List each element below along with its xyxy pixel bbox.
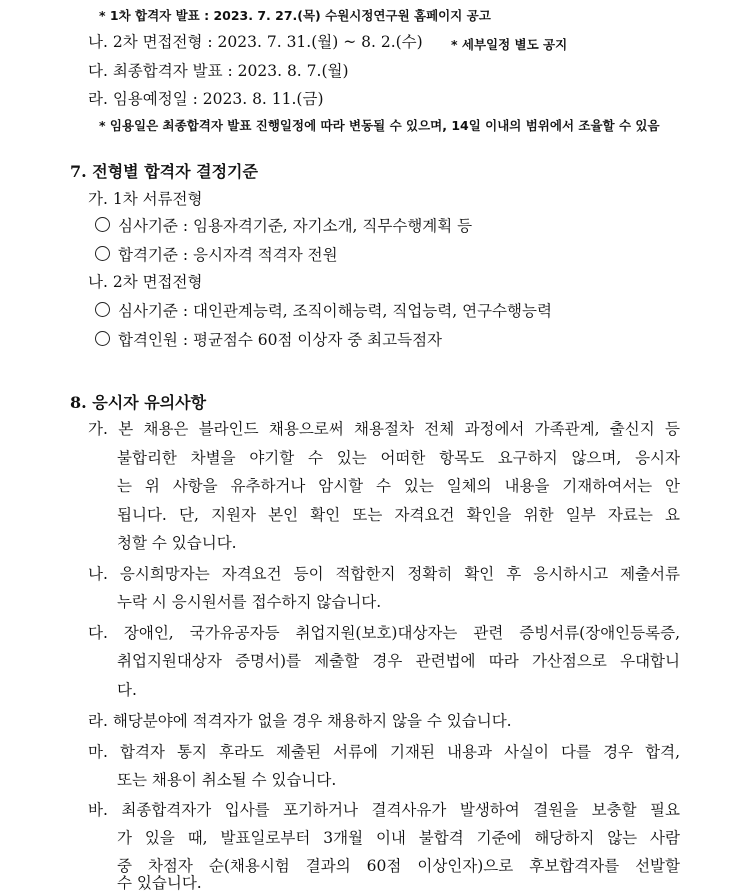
notice-ba-line: 중 차점자 순(채용시험 결과의 60점 이상인자)으로 후보합격자를 선발할 (117, 857, 680, 875)
notice-ga-line: 불합리한 차별을 야기할 수 있는 어떠한 항목도 요구하지 않으며, 응시자 (117, 449, 680, 467)
notice-ra-line: 라. 해당분야에 적격자가 없을 경우 채용하지 않을 수 있습니다. (88, 712, 512, 730)
circle-bullet-icon (95, 302, 110, 317)
circle-bullet-icon (95, 217, 110, 232)
notice-ga-line: 가. 본 채용은 블라인드 채용으로써 채용절차 전체 과정에서 가족관계, 출신지 등 (88, 420, 680, 438)
notice-da-line: 취업지원대상자 증명서)를 제출할 경우 관련법에 따라 가산점으로 우대합니 (117, 652, 680, 670)
circle-bullet-icon (95, 246, 110, 261)
notice-ga-line: 는 위 사항을 유추하거나 암시할 수 있는 일체의 내용을 기재하여서는 안 (117, 477, 680, 495)
notice-ba-line: 가 있을 때, 발표일로부터 3개월 이내 불합격 기준에 해당하지 않는 사람 (117, 829, 680, 847)
notice-da-line: 다. (117, 681, 137, 699)
circle-bullet-icon (95, 331, 110, 346)
interview-note: * 세부일정 별도 공지 (451, 37, 568, 52)
appointment-schedule: 라. 임용예정일 : 2023. 8. 11.(금) (88, 90, 324, 108)
first-result-note: * 1차 합격자 발표 : 2023. 7. 27.(목) 수원시정연구원 홈페이지 공고 (99, 8, 491, 23)
notice-ga-line: 됩니다. 단, 지원자 본인 확인 또는 자격요건 확인을 위한 일부 자료는 요 (117, 506, 680, 524)
notice-ma-line: 또는 채용이 취소될 수 있습니다. (117, 771, 337, 789)
section8-title: 8. 응시자 유의사항 (70, 393, 207, 412)
interview-screening-pass: 합격인원 : 평균점수 60점 이상자 중 최고득점자 (95, 330, 442, 350)
doc-screening-pass: 합격기준 : 응시자격 적격자 전원 (95, 245, 338, 265)
interview-screening-title: 나. 2차 면접전형 (88, 273, 203, 291)
appointment-note: * 임용일은 최종합격자 발표 진행일정에 따라 변동될 수 있으며, 14일 이내의 범위에서 조율할 수 있음 (99, 118, 660, 133)
doc-screening-title: 가. 1차 서류전형 (88, 190, 203, 208)
notice-ba-line: 수 있습니다. (117, 874, 202, 892)
section7-title: 7. 전형별 합격자 결정기준 (70, 162, 258, 181)
notice-na-line: 나. 응시희망자는 자격요건 등이 적합한지 정확히 확인 후 응시하시고 제출서류 (88, 565, 680, 583)
doc-screening-criteria: 심사기준 : 임용자격기준, 자기소개, 직무수행계획 등 (95, 216, 472, 236)
notice-ga-line: 청할 수 있습니다. (117, 534, 237, 552)
notice-ma-line: 마. 합격자 통지 후라도 제출된 서류에 기재된 내용과 사실이 다를 경우 합격, (88, 743, 680, 761)
notice-da-line: 다. 장애인, 국가유공자등 취업지원(보호)대상자는 관련 증빙서류(장애인등록증, (88, 624, 680, 642)
interview-screening-criteria: 심사기준 : 대인관계능력, 조직이해능력, 직업능력, 연구수행능력 (95, 301, 552, 321)
notice-na-line: 누락 시 응시원서를 접수하지 않습니다. (117, 593, 382, 611)
final-result-schedule: 다. 최종합격자 발표 : 2023. 8. 7.(월) (88, 62, 349, 80)
notice-ba-line: 바. 최종합격자가 입사를 포기하거나 결격사유가 발생하여 결원을 보충할 필요 (88, 801, 680, 819)
interview-schedule: 나. 2차 면접전형 : 2023. 7. 31.(월) ~ 8. 2.(수) (88, 33, 423, 51)
